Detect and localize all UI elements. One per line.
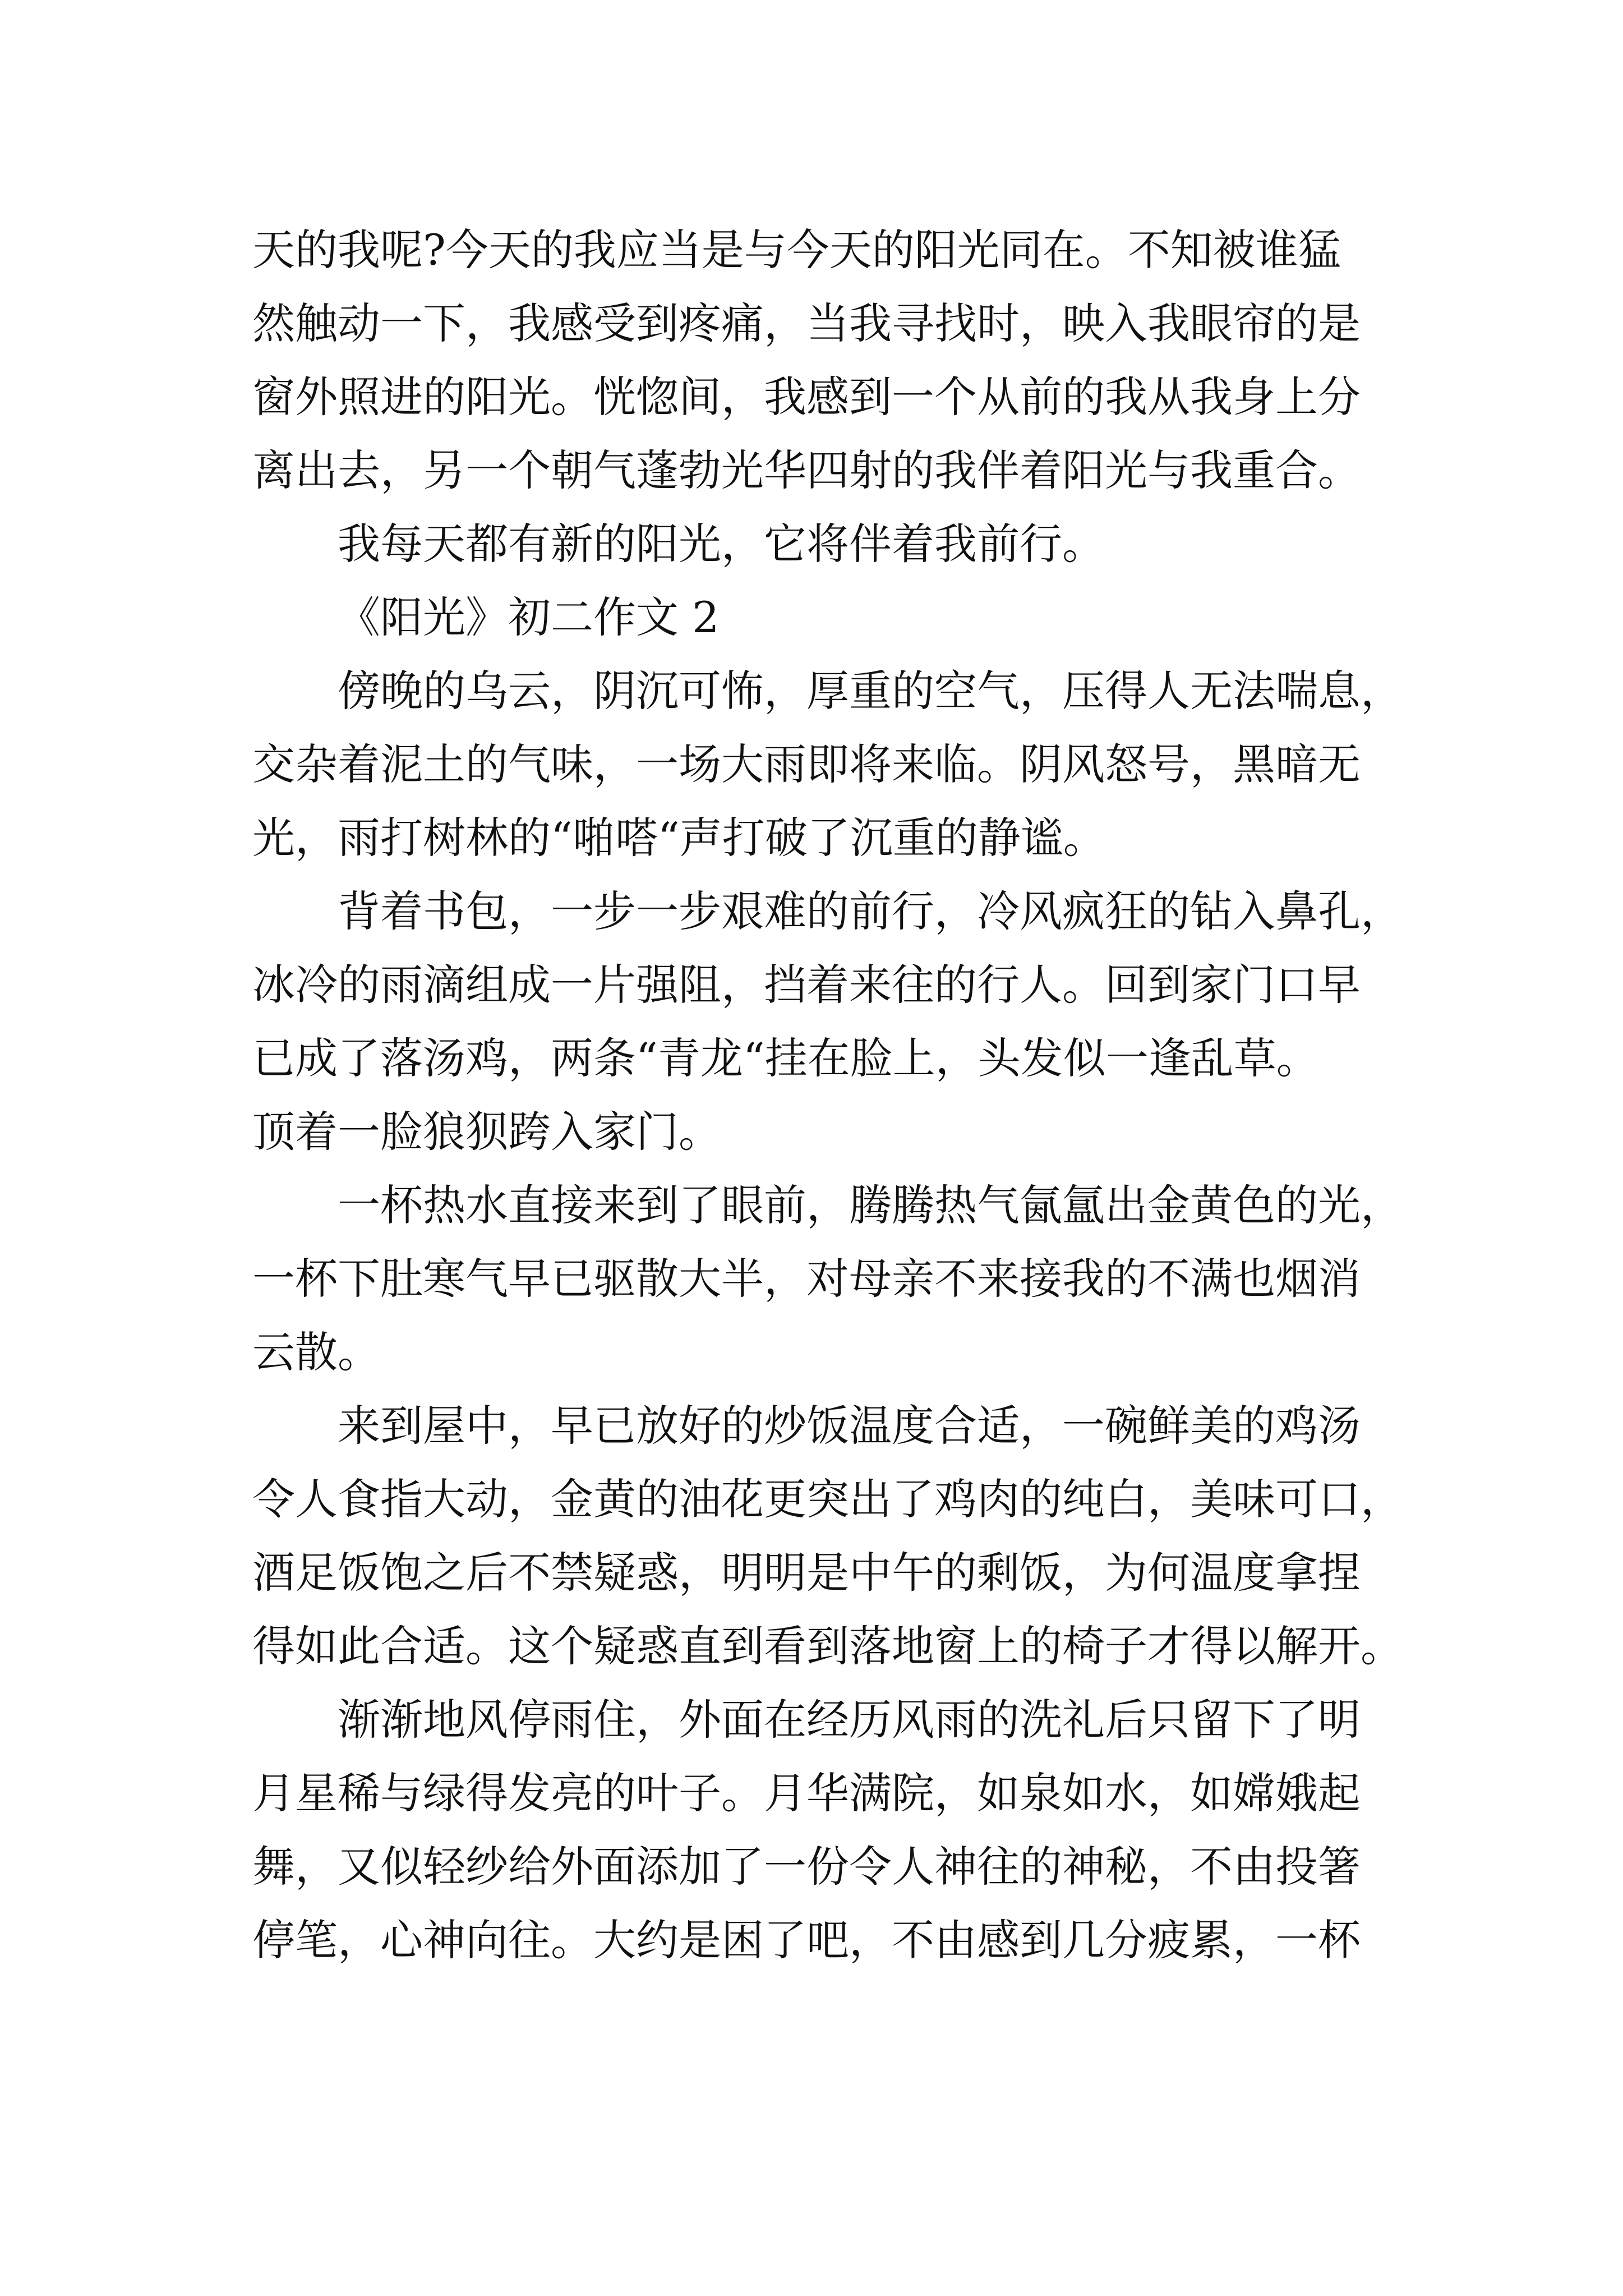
text-line: 天的我呢?今天的我应当是与今天的阳光同在。不知被谁猛 <box>252 225 1341 275</box>
text-line: 离出去，另一个朝气蓬勃光华四射的我伴着阳光与我重合。 <box>252 445 1361 495</box>
text-line: 顶着一脸狼狈跨入家门。 <box>252 1107 721 1157</box>
section-heading: 《阳光》初二作文 2 <box>338 592 720 642</box>
text-line: 得如此合适。这个疑惑直到看到落地窗上的椅子才得以解开。 <box>252 1621 1403 1671</box>
text-line: 酒足饭饱之后不禁疑惑，明明是中午的剩饭，为何温度拿捏 <box>252 1548 1361 1598</box>
text-line: 傍晚的乌云，阴沉可怖，厚重的空气，压得人无法喘息， <box>338 666 1403 716</box>
text-line: 来到屋中，早已放好的炒饭温度合适，一碗鲜美的鸡汤 <box>338 1401 1361 1451</box>
text-line: 窗外照进的阳光。恍惚间，我感到一个从前的我从我身上分 <box>252 372 1361 422</box>
text-line: 一杯热水直接来到了眼前，腾腾热气氤氲出金黄色的光， <box>338 1180 1403 1230</box>
text-line: 光，雨打树林的“啪嗒“声打破了沉重的静谧。 <box>252 813 1106 863</box>
document-body <box>252 213 1402 1977</box>
text-line: 停笔，心神向往。大约是困了吧，不由感到几分疲累，一杯 <box>252 1915 1361 1965</box>
text-line: 舞，又似轻纱给外面添加了一份令人神往的神秘，不由投箸 <box>252 1842 1361 1892</box>
text-line: 月星稀与绿得发亮的叶子。月华满院，如泉如水，如嫦娥起 <box>252 1768 1361 1818</box>
text-line: 一杯下肚寒气早已驱散大半，对母亲不来接我的不满也烟消 <box>252 1254 1361 1304</box>
text-line: 背着书包，一步一步艰难的前行，冷风疯狂的钻入鼻孔， <box>338 886 1403 936</box>
text-line: 渐渐地风停雨住，外面在经历风雨的洗礼后只留下了明 <box>338 1695 1361 1745</box>
text-line: 已成了落汤鸡，两条“青龙“挂在脸上，头发似一逢乱草。 <box>252 1033 1319 1083</box>
text-line: 冰冷的雨滴组成一片强阻，挡着来往的行人。回到家门口早 <box>252 960 1361 1010</box>
text-line: 交杂着泥土的气味，一场大雨即将来临。阴风怒号，黑暗无 <box>252 739 1361 789</box>
text-line: 云散。 <box>252 1327 380 1377</box>
text-line: 然触动一下，我感受到疼痛，当我寻找时，映入我眼帘的是 <box>252 298 1361 348</box>
text-line: 我每天都有新的阳光，它将伴着我前行。 <box>338 519 1105 569</box>
text-line: 令人食指大动，金黄的油花更突出了鸡肉的纯白，美味可口， <box>252 1474 1403 1524</box>
